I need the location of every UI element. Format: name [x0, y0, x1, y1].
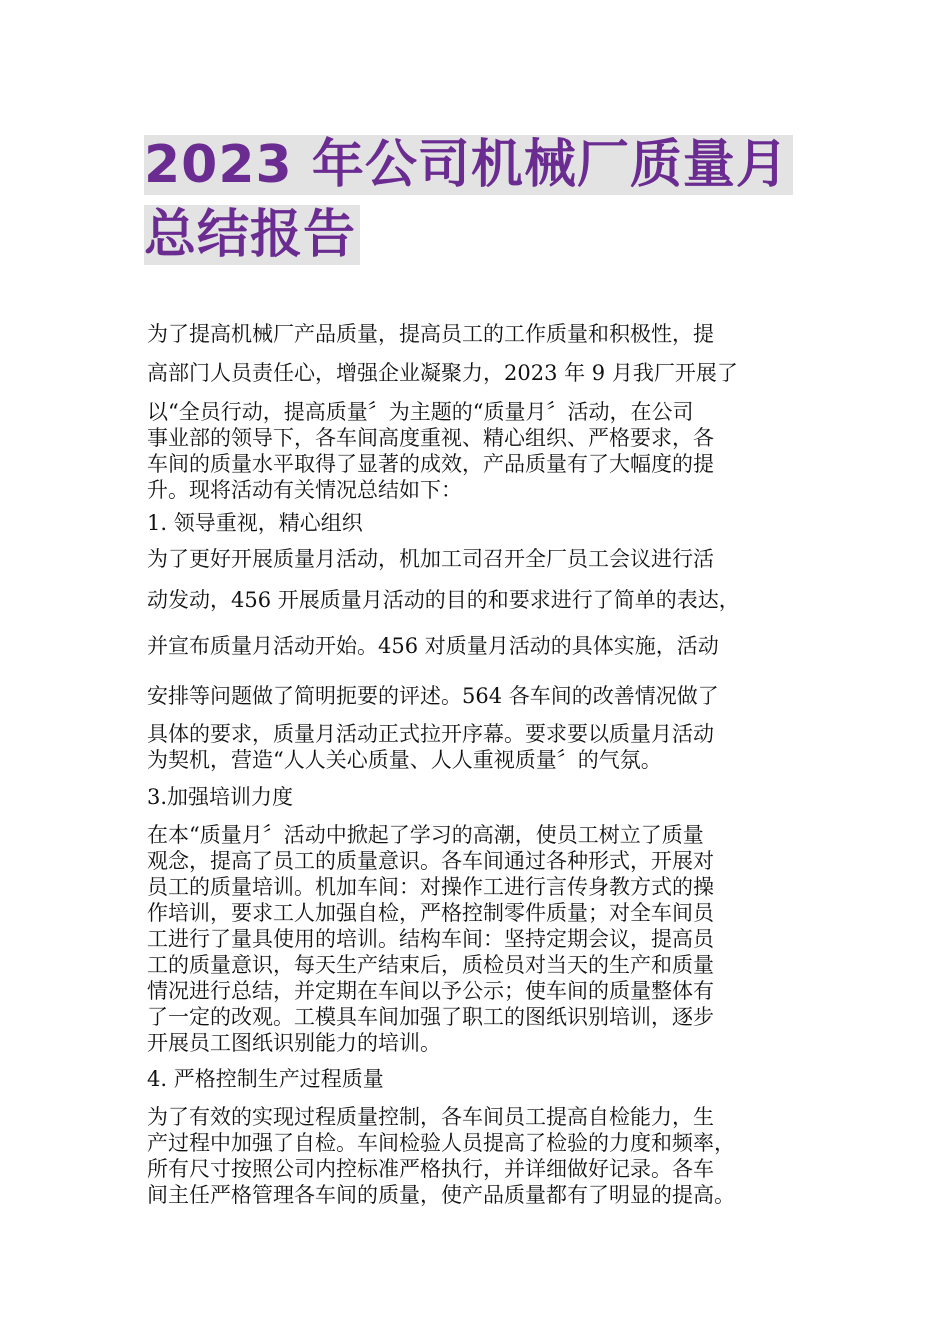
section-3-line: 员工的质量培训。机加车间：对操作工进行言传身教方式的操 — [147, 875, 714, 899]
section-1-line: 动发动，456 开展质量月活动的目的和要求进行了简单的表达， — [147, 588, 740, 612]
section-3-line: 情况进行总结，并定期在车间以予公示；使车间的质量整体有 — [147, 979, 714, 1003]
section-1-line: 具体的要求，质量月活动正式拉开序幕。要求要以质量月活动 — [147, 722, 714, 746]
section-3-heading: 3.加强培训力度 — [147, 785, 294, 809]
title-line-1: 2023 年公司机械厂质量月 — [144, 135, 793, 195]
section-4-line: 产过程中加强了自检。车间检验人员提高了检验的力度和频率， — [147, 1131, 735, 1155]
section-3-line: 在本“质量月〞活动中掀起了学习的高潮，使员工树立了质量 — [147, 823, 704, 847]
intro-line: 事业部的领导下，各车间高度重视、精心组织、严格要求，各 — [147, 426, 714, 450]
section-3-line: 开展员工图纸识别能力的培训。 — [147, 1031, 441, 1055]
section-4-line: 所有尺寸按照公司内控标准严格执行，并详细做好记录。各车 — [147, 1157, 714, 1181]
section-1-line: 为契机，营造“人人关心质量、人人重视质量〞的气氛。 — [147, 748, 662, 772]
section-4-heading: 4. 严格控制生产过程质量 — [147, 1067, 384, 1091]
section-3-line: 了一定的改观。工模具车间加强了职工的图纸识别培训，逐步 — [147, 1005, 714, 1029]
section-3-line: 观念，提高了员工的质量意识。各车间通过各种形式，开展对 — [147, 849, 714, 873]
section-3-line: 工进行了量具使用的培训。结构车间：坚持定期会议，提高员 — [147, 927, 714, 951]
document-title — [144, 130, 824, 270]
section-3-line: 工的质量意识，每天生产结束后，质检员对当天的生产和质量 — [147, 953, 714, 977]
section-1-line: 为了更好开展质量月活动，机加工司召开全厂员工会议进行活 — [147, 547, 714, 571]
section-1-line: 安排等问题做了简明扼要的评述。564 各车间的改善情况做了 — [147, 684, 719, 708]
section-4-line: 为了有效的实现过程质量控制，各车间员工提高自检能力，生 — [147, 1105, 714, 1129]
intro-line: 以“全员行动，提高质量〞为主题的“质量月〞活动，在公司 — [147, 400, 694, 424]
section-3-line: 作培训，要求工人加强自检，严格控制零件质量；对全车间员 — [147, 901, 714, 925]
intro-line: 高部门人员责任心，增强企业凝聚力，2023 年 9 月我厂开展了 — [147, 361, 738, 385]
intro-line: 为了提高机械厂产品质量，提高员工的工作质量和积极性，提 — [147, 322, 714, 346]
intro-line: 升。现将活动有关情况总结如下： — [147, 478, 462, 502]
section-1-heading: 1. 领导重视，精心组织 — [147, 511, 363, 535]
section-4-line: 间主任严格管理各车间的质量，使产品质量都有了明显的提高。 — [147, 1183, 735, 1207]
section-1-line: 并宣布质量月活动开始。456 对质量月活动的具体实施，活动 — [147, 634, 719, 658]
title-line-2: 总结报告 — [144, 205, 360, 265]
intro-line: 车间的质量水平取得了显著的成效，产品质量有了大幅度的提 — [147, 452, 714, 476]
